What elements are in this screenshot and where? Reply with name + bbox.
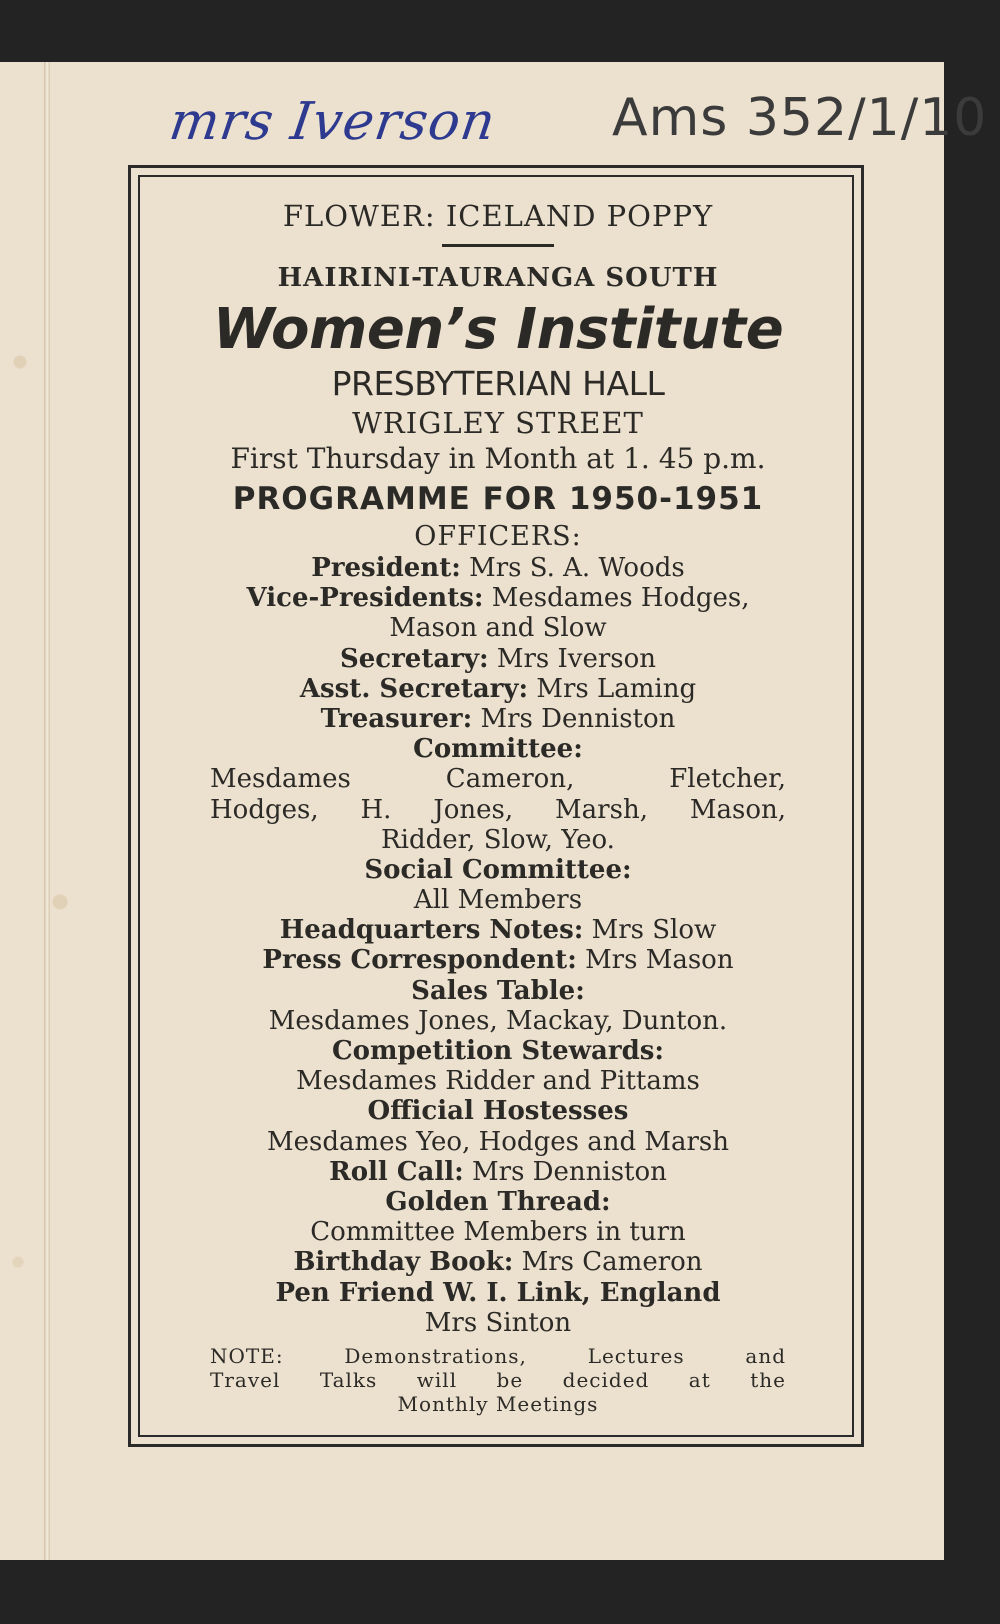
competition-heading <box>210 1036 786 1066</box>
birthday-value: Mrs Cameron <box>521 1247 703 1278</box>
archive-reference: Ams 352/1/10 <box>612 88 988 148</box>
sales-heading <box>210 976 786 1006</box>
treasurer-value: Mrs Denniston <box>480 703 676 734</box>
golden-heading <box>210 1187 786 1217</box>
hq-label: Headquarters Notes: <box>279 915 584 946</box>
asst-secretary-label: Asst. Secretary: <box>299 673 529 704</box>
penfriend-label: Pen Friend W. I. Link, England <box>275 1277 721 1308</box>
rollcall-value: Mrs Denniston <box>472 1156 667 1187</box>
press-value: Mrs Mason <box>585 945 734 976</box>
note-line-3: Monthly Meetings <box>397 1391 599 1416</box>
flower-line: FLOWER: ICELAND POPPY <box>282 199 714 233</box>
treasurer-label: Treasurer: <box>320 703 473 734</box>
birthday-label: Birthday Book: <box>293 1247 514 1278</box>
press-label: Press Correspondent: <box>262 945 577 976</box>
programme-title: PROGRAMME FOR 1950-1951 <box>232 481 764 517</box>
programme-content <box>210 196 786 1416</box>
meeting-time: First Thursday in Month at 1. 45 p.m. <box>230 442 766 475</box>
note-line-1: NOTE: Demonstrations, Lectures and <box>210 1343 786 1368</box>
handwritten-name: mrs Iverson <box>165 92 500 152</box>
vice-value: Mesdames Hodges, <box>491 583 750 614</box>
rollcall-row <box>210 1157 786 1187</box>
hq-value: Mrs Slow <box>591 915 717 946</box>
birthday-row <box>210 1247 786 1277</box>
golden-label: Golden Thread: <box>385 1186 611 1217</box>
hq-row <box>210 915 786 945</box>
note-line-2: Travel Talks will be decided at the <box>210 1367 786 1392</box>
sales-label: Sales Table: <box>411 975 585 1006</box>
asst-secretary-row <box>210 674 786 704</box>
golden-value: Committee Members in turn <box>310 1217 686 1248</box>
press-row <box>210 945 786 975</box>
officers-heading: OFFICERS: <box>414 521 582 552</box>
social-value: All Members <box>413 885 583 916</box>
vice-row <box>210 583 786 613</box>
secretary-value: Mrs Iverson <box>496 643 657 674</box>
competition-value: Mesdames Ridder and Pittams <box>296 1066 700 1097</box>
page-fold <box>44 62 50 1560</box>
committee-line-3: Ridder, Slow, Yeo. <box>381 824 615 855</box>
social-label: Social Committee: <box>364 854 632 885</box>
committee-heading <box>210 734 786 764</box>
page-title: Women’s Institute <box>212 297 784 362</box>
social-heading <box>210 855 786 885</box>
venue-name: PRESBYTERIAN HALL <box>331 364 665 403</box>
asst-secretary-value: Mrs Laming <box>536 673 697 704</box>
divider-rule <box>442 244 554 247</box>
hostesses-value: Mesdames Yeo, Hodges and Marsh <box>266 1126 730 1157</box>
organisation-name: HAIRINI-TAURANGA SOUTH <box>277 263 719 293</box>
committee-label: Committee: <box>413 734 583 765</box>
vice-row-2: Mason and Slow <box>389 613 607 644</box>
penfriend-heading <box>210 1278 786 1308</box>
penfriend-value: Mrs Sinton <box>424 1307 572 1338</box>
president-row <box>210 553 786 583</box>
hostesses-label: Official Hostesses <box>367 1096 629 1127</box>
committee-line-2: Hodges, H. Jones, Marsh, Mason, <box>210 794 786 825</box>
secretary-row <box>210 644 786 674</box>
rollcall-label: Roll Call: <box>329 1156 464 1187</box>
treasurer-row <box>210 704 786 734</box>
president-value: Mrs S. A. Woods <box>469 553 685 583</box>
secretary-label: Secretary: <box>339 643 489 674</box>
sales-value: Mesdames Jones, Mackay, Dunton. <box>268 1005 728 1036</box>
committee-line-1: Mesdames Cameron, Fletcher, <box>210 764 786 795</box>
venue-street: WRIGLEY STREET <box>352 406 644 440</box>
competition-label: Competition Stewards: <box>331 1036 664 1066</box>
vice-label: Vice-Presidents: <box>246 583 484 614</box>
hostesses-heading <box>210 1096 786 1126</box>
president-label: President: <box>311 553 461 583</box>
